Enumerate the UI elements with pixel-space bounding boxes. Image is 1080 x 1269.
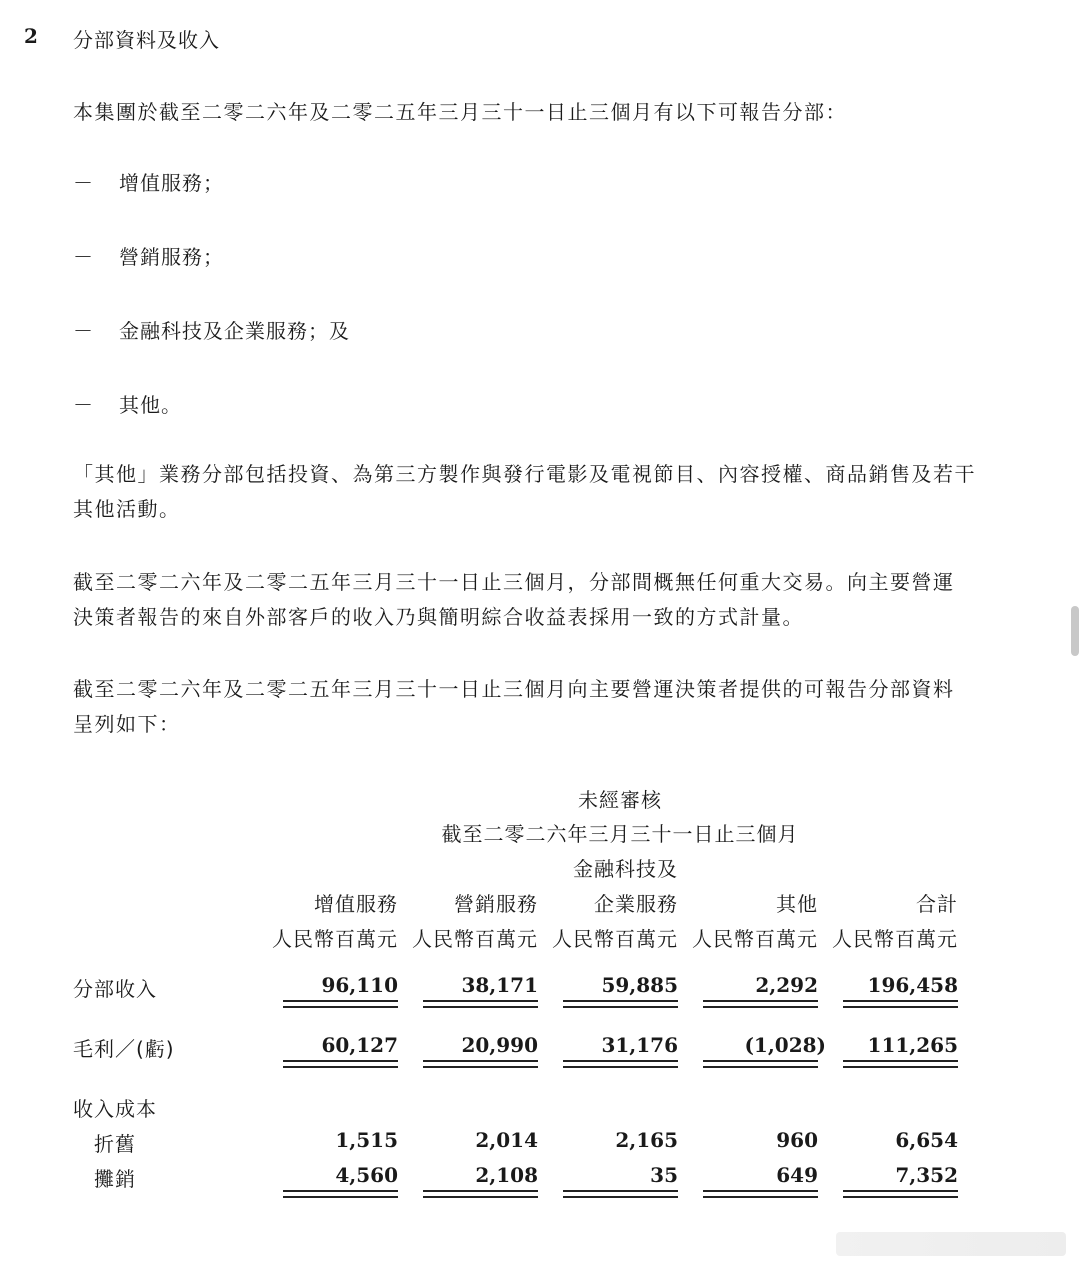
double-underline — [283, 1060, 398, 1068]
double-underline — [563, 1060, 678, 1068]
table-header-period: 截至二零二六年三月三十一日止三個月 — [441, 822, 799, 846]
cell-gross-profit-vas: 60,127 — [321, 1033, 398, 1057]
row-label-amortisation: 攤銷 — [94, 1167, 136, 1191]
double-underline — [563, 1190, 678, 1198]
row-label-segment-revenue: 分部收入 — [73, 977, 157, 1001]
unit-label: 人民幣百萬元 — [272, 927, 398, 951]
column-header-total: 合計 — [916, 892, 958, 916]
bullet-fintech-business-services: 金融科技及企業服務；及 — [119, 319, 350, 343]
cell-amortisation-business: 35 — [650, 1163, 678, 1187]
double-underline — [283, 1190, 398, 1198]
double-underline — [423, 1190, 538, 1198]
section-number: 2 — [24, 24, 38, 48]
cell-segment-revenue-vas: 96,110 — [321, 973, 398, 997]
vertical-scrollbar[interactable] — [1071, 606, 1079, 656]
bullet-dash: － — [73, 319, 93, 343]
double-underline — [703, 1060, 818, 1068]
cell-segment-revenue-business: 59,885 — [601, 973, 678, 997]
double-underline — [843, 1000, 958, 1008]
cell-depreciation-business: 2,165 — [615, 1128, 678, 1152]
paragraph-intersegment-line2: 決策者報告的來自外部客戶的收入乃與簡明綜合收益表採用一致的方式計量。 — [73, 605, 804, 629]
intro-paragraph: 本集團於截至二零二六年及二零二五年三月三十一日止三個月有以下可報告分部： — [73, 100, 847, 124]
cell-segment-revenue-others: 2,292 — [755, 973, 818, 997]
column-header-others: 其他 — [776, 892, 818, 916]
unit-label: 人民幣百萬元 — [692, 927, 818, 951]
double-underline — [283, 1000, 398, 1008]
double-underline — [843, 1060, 958, 1068]
cell-gross-profit-others: (1,028) — [744, 1033, 826, 1057]
bullet-dash: － — [73, 245, 93, 269]
table-header-unaudited: 未經審核 — [578, 788, 662, 812]
cell-gross-profit-business: 31,176 — [601, 1033, 678, 1057]
double-underline — [423, 1000, 538, 1008]
double-underline — [563, 1000, 678, 1008]
cell-amortisation-marketing: 2,108 — [475, 1163, 538, 1187]
paragraph-segment-info-line2: 呈列如下： — [73, 712, 181, 736]
row-label-depreciation: 折舊 — [94, 1132, 136, 1156]
bullet-dash: － — [73, 171, 93, 195]
double-underline — [843, 1190, 958, 1198]
double-underline — [423, 1060, 538, 1068]
row-label-cost-of-revenue: 收入成本 — [73, 1097, 157, 1121]
cell-depreciation-others: 960 — [776, 1128, 818, 1152]
unit-label: 人民幣百萬元 — [412, 927, 538, 951]
table-header-fintech-top: 金融科技及 — [573, 857, 678, 881]
bullet-value-added-services: 增值服務； — [119, 171, 224, 195]
column-header-vas: 增值服務 — [314, 892, 398, 916]
bullet-dash: － — [73, 393, 93, 417]
bullet-marketing-services: 營銷服務； — [119, 245, 224, 269]
column-header-business: 企業服務 — [594, 892, 678, 916]
cell-depreciation-total: 6,654 — [895, 1128, 958, 1152]
cell-segment-revenue-total: 196,458 — [867, 973, 958, 997]
paragraph-others-line1: 「其他」業務分部包括投資、為第三方製作與發行電影及電視節目、內容授權、商品銷售及若干 — [73, 462, 976, 486]
paragraph-others-line2: 其他活動。 — [73, 497, 181, 521]
cell-gross-profit-marketing: 20,990 — [461, 1033, 538, 1057]
cell-segment-revenue-marketing: 38,171 — [461, 973, 538, 997]
bullet-others: 其他。 — [119, 393, 182, 417]
column-header-marketing: 營銷服務 — [454, 892, 538, 916]
row-label-gross-profit: 毛利／(虧) — [73, 1037, 175, 1061]
cell-gross-profit-total: 111,265 — [867, 1033, 958, 1057]
paragraph-intersegment-line1: 截至二零二六年及二零二五年三月三十一日止三個月，分部間概無任何重大交易。向主要營運 — [73, 570, 955, 594]
unit-label: 人民幣百萬元 — [552, 927, 678, 951]
cell-amortisation-vas: 4,560 — [335, 1163, 398, 1187]
watermark-bar — [836, 1232, 1066, 1256]
unit-label: 人民幣百萬元 — [832, 927, 958, 951]
cell-depreciation-marketing: 2,014 — [475, 1128, 538, 1152]
cell-amortisation-others: 649 — [776, 1163, 818, 1187]
double-underline — [703, 1000, 818, 1008]
cell-amortisation-total: 7,352 — [895, 1163, 958, 1187]
paragraph-segment-info-line1: 截至二零二六年及二零二五年三月三十一日止三個月向主要營運決策者提供的可報告分部資料 — [73, 677, 955, 701]
double-underline — [703, 1190, 818, 1198]
cell-depreciation-vas: 1,515 — [335, 1128, 398, 1152]
section-title: 分部資料及收入 — [73, 28, 220, 52]
